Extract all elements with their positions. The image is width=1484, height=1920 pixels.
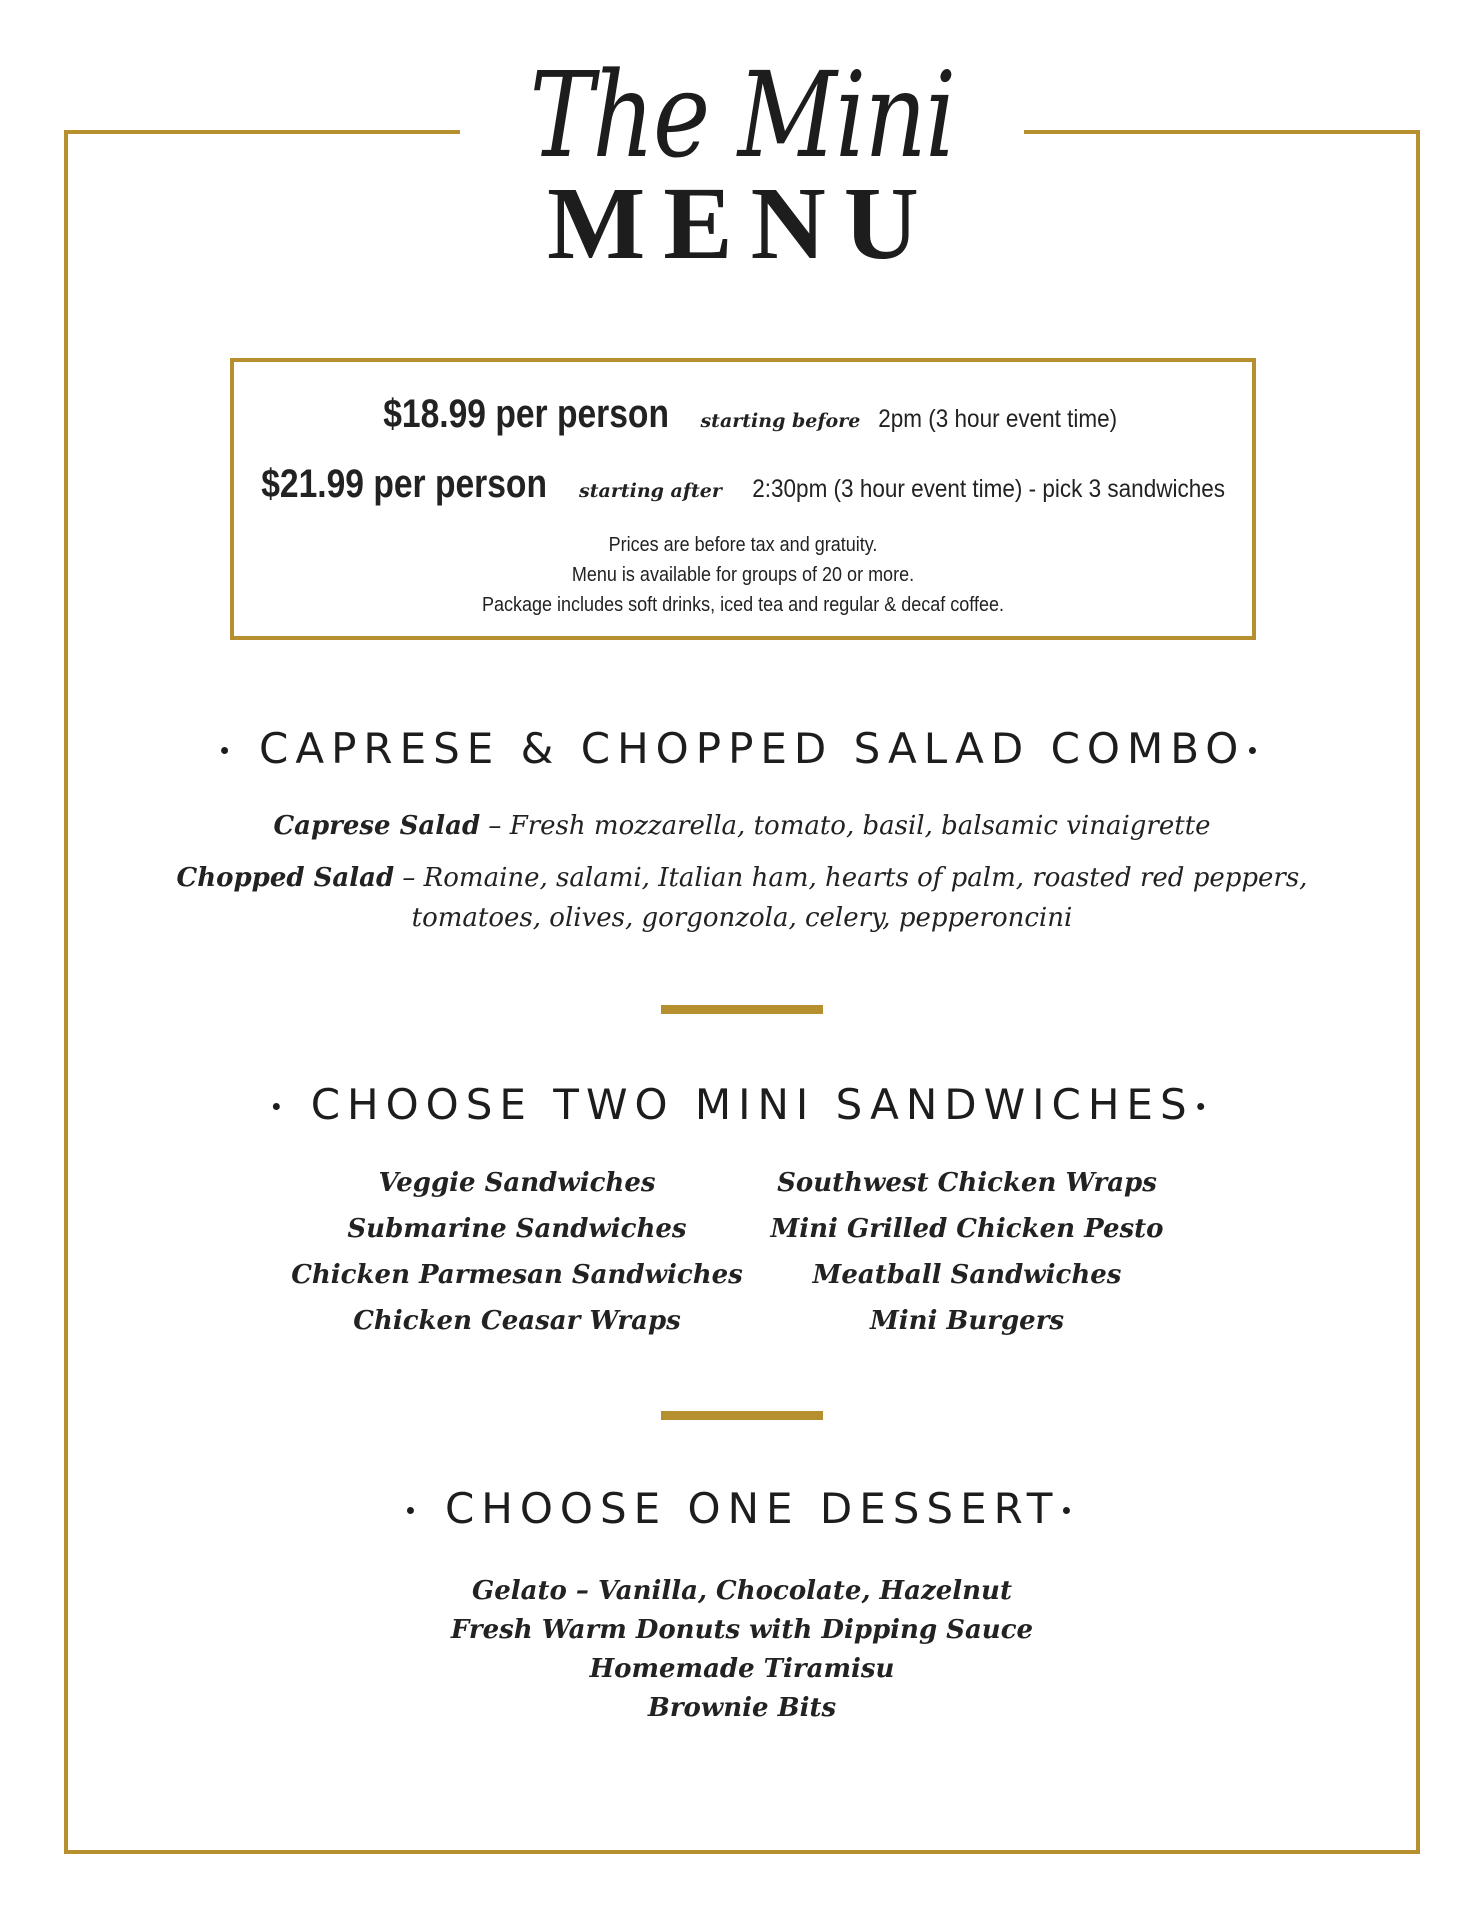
bullet-right: • bbox=[1245, 737, 1267, 766]
dessert-title-text: CHOOSE ONE DESSERT bbox=[444, 1484, 1060, 1533]
sandwich-section-title bbox=[64, 1080, 1420, 1129]
sandwich-title-text: CHOOSE TWO MINI SANDWICHES bbox=[310, 1080, 1194, 1129]
menu-header bbox=[460, 40, 1024, 300]
list-item: Meatball Sandwiches bbox=[812, 1260, 1122, 1290]
price-2: $21.99 per person bbox=[261, 462, 548, 506]
price-2-detail: 2:30pm (3 hour event time) - pick 3 sandwiches bbox=[752, 475, 1226, 503]
bullet-left: • bbox=[269, 1093, 291, 1122]
salad-desc: – Romaine, salami, Italian ham, hearts of palm, roasted red peppers, bbox=[394, 863, 1308, 893]
salad-section-title bbox=[64, 724, 1420, 773]
bullet-right: • bbox=[1059, 1497, 1081, 1526]
pricing-notes bbox=[234, 530, 1252, 620]
list-item: Chicken Parmesan Sandwiches bbox=[291, 1260, 743, 1290]
salad-name: Chopped Salad bbox=[176, 863, 395, 893]
bullet-left: • bbox=[217, 737, 239, 766]
list-item: Mini Burgers bbox=[869, 1306, 1065, 1336]
salad-desc: – Fresh mozzarella, tomato, basil, balsamic vinaigrette bbox=[480, 811, 1211, 841]
list-item: Submarine Sandwiches bbox=[347, 1214, 687, 1244]
note-drinks: Package includes soft drinks, iced tea and regular & decaf coffee. bbox=[482, 594, 1004, 616]
pricing-box bbox=[230, 358, 1256, 640]
salad-name: Caprese Salad bbox=[273, 811, 481, 841]
price-2-when: starting after bbox=[579, 480, 722, 502]
list-item: Mini Grilled Chicken Pesto bbox=[770, 1214, 1164, 1244]
salad-title-text: CAPRESE & CHOPPED SALAD COMBO bbox=[259, 724, 1246, 773]
menu-title: MENU bbox=[547, 166, 937, 281]
bullet-right: • bbox=[1193, 1093, 1215, 1122]
bullet-left: • bbox=[403, 1497, 425, 1526]
list-item: Gelato – Vanilla, Chocolate, Hazelnut bbox=[472, 1576, 1012, 1606]
sandwich-list-right bbox=[737, 1160, 1197, 1344]
salad-item-chopped-cont bbox=[64, 898, 1420, 938]
price-line-2 bbox=[234, 462, 1252, 507]
note-group-size: Menu is available for groups of 20 or more. bbox=[571, 564, 915, 586]
price-1-detail: 2pm (3 hour event time) bbox=[878, 405, 1117, 433]
salad-item-chopped bbox=[64, 858, 1420, 898]
list-item: Brownie Bits bbox=[647, 1693, 837, 1723]
note-tax: Prices are before tax and gratuity. bbox=[608, 534, 878, 556]
dessert-list bbox=[64, 1572, 1420, 1728]
price-line-1 bbox=[234, 392, 1252, 437]
list-item: Homemade Tiramisu bbox=[589, 1654, 895, 1684]
sandwich-list-left bbox=[287, 1160, 747, 1344]
section-divider bbox=[661, 1411, 823, 1420]
dessert-section-title bbox=[64, 1484, 1420, 1533]
salad-desc-cont: tomatoes, olives, gorgonzola, celery, pepperoncini bbox=[411, 903, 1073, 933]
list-item: Fresh Warm Donuts with Dipping Sauce bbox=[450, 1615, 1034, 1645]
list-item: Chicken Ceasar Wraps bbox=[353, 1306, 681, 1336]
price-1: $18.99 per person bbox=[383, 392, 669, 436]
script-title: The Mini bbox=[529, 46, 955, 184]
list-item: Southwest Chicken Wraps bbox=[777, 1168, 1157, 1198]
section-divider bbox=[661, 1005, 823, 1014]
salad-item-caprese bbox=[64, 806, 1420, 846]
price-1-when: starting before bbox=[700, 410, 861, 432]
list-item: Veggie Sandwiches bbox=[378, 1168, 656, 1198]
